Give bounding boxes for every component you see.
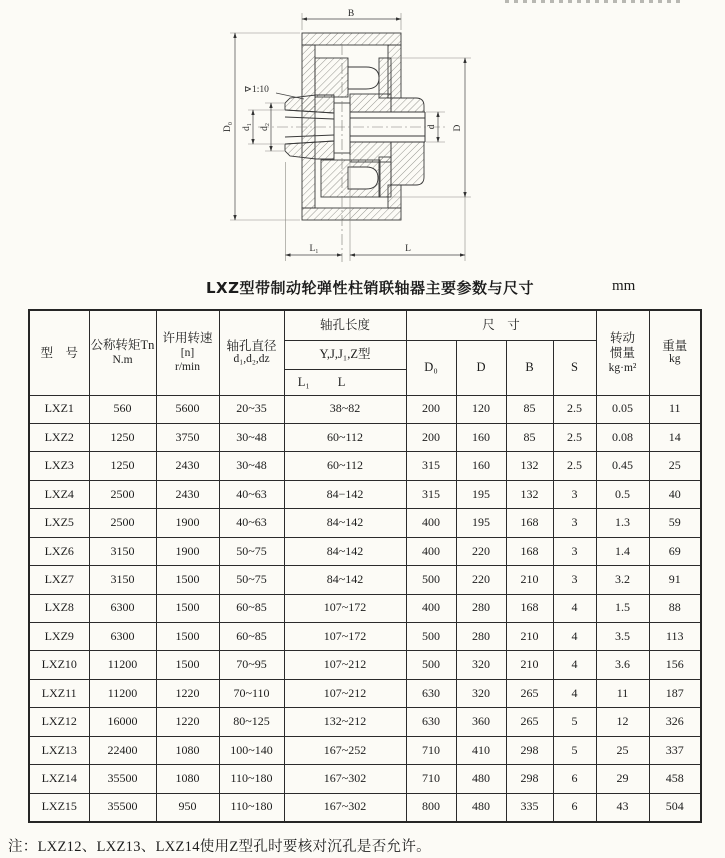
torque-line2: N.m	[112, 353, 133, 366]
table-cell: 11200	[89, 651, 156, 679]
table-cell: 3.6	[596, 651, 649, 679]
table-row	[29, 537, 701, 565]
table-cell: 0.45	[596, 452, 649, 480]
table-cell: 315	[406, 480, 456, 508]
table-cell: 3.2	[596, 566, 649, 594]
table-row	[29, 651, 701, 679]
extension-lines	[230, 13, 471, 261]
dim-label-d2: d₂	[260, 122, 270, 132]
table-cell: 167~302	[284, 765, 406, 793]
parameters-table	[28, 309, 702, 823]
table-cell: 70~95	[219, 651, 284, 679]
table-cell: 3150	[89, 566, 156, 594]
table-cell: 630	[406, 708, 456, 736]
table-cell: LXZ4	[29, 480, 89, 508]
table-cell: 1500	[156, 623, 219, 651]
table-cell: 35500	[89, 793, 156, 822]
col-header-bore	[219, 310, 284, 395]
table-cell: 11	[596, 679, 649, 707]
table-cell: 220	[456, 566, 506, 594]
inertia-line3: kg·m²	[608, 361, 637, 374]
table-cell: 298	[506, 736, 553, 764]
table-cell: 156	[649, 651, 701, 679]
table-cell: 4	[553, 594, 596, 622]
col-header-big-d	[456, 340, 506, 395]
table-cell: 4	[553, 623, 596, 651]
table-cell: LXZ3	[29, 452, 89, 480]
table-cell: 40	[649, 480, 701, 508]
table-cell: 85	[506, 423, 553, 451]
table-cell: 2430	[156, 452, 219, 480]
table-cell: 30~48	[219, 423, 284, 451]
table-cell: 500	[406, 566, 456, 594]
b-label: B	[525, 360, 534, 375]
table-cell: 1500	[156, 566, 219, 594]
table-cell: 84~142	[284, 509, 406, 537]
table-cell: 200	[406, 423, 456, 451]
speed-line1: 许用转速	[162, 331, 213, 346]
subheader-l1-l	[284, 369, 406, 395]
dim-label-l: L	[405, 244, 411, 254]
table-cell: LXZ12	[29, 708, 89, 736]
table-cell: 168	[506, 509, 553, 537]
col-header-b	[506, 340, 553, 395]
table-cell: 0.05	[596, 395, 649, 423]
table-cell: 0.08	[596, 423, 649, 451]
table-cell: 360	[456, 708, 506, 736]
table-cell: 85	[506, 395, 553, 423]
table-cell: 1080	[156, 736, 219, 764]
table-cell: 2500	[89, 480, 156, 508]
table-row	[29, 594, 701, 622]
table-cell: 113	[649, 623, 701, 651]
col-header-weight	[649, 310, 701, 395]
table-cell: LXZ10	[29, 651, 89, 679]
col-header-model-label: 型 号	[40, 345, 78, 360]
taper-note: ⊳1:10	[244, 85, 269, 95]
table-cell: 210	[506, 623, 553, 651]
table-cell: 0.5	[596, 480, 649, 508]
table-cell: 84~142	[284, 566, 406, 594]
table-cell: 400	[406, 509, 456, 537]
table-cell: 3150	[89, 537, 156, 565]
table-cell: 160	[456, 452, 506, 480]
table-row	[29, 509, 701, 537]
table-cell: 69	[649, 537, 701, 565]
dim-label-big-d: D	[453, 124, 463, 132]
table-cell: 168	[506, 537, 553, 565]
table-cell: 2430	[156, 480, 219, 508]
table-cell: 107~212	[284, 679, 406, 707]
table-cell: 1.4	[596, 537, 649, 565]
table-cell: 2.5	[553, 395, 596, 423]
drawing-area	[0, 0, 725, 272]
table-cell: 29	[596, 765, 649, 793]
table-row	[29, 395, 701, 423]
table-cell: 335	[506, 793, 553, 822]
table-row	[29, 765, 701, 793]
table-cell: 5600	[156, 395, 219, 423]
table-cell: 16000	[89, 708, 156, 736]
table-cell: 800	[406, 793, 456, 822]
table-cell: 1220	[156, 679, 219, 707]
table-cell: 6300	[89, 594, 156, 622]
table-cell: 950	[156, 793, 219, 822]
table-cell: 200	[406, 395, 456, 423]
table-cell: 1250	[89, 423, 156, 451]
table-cell: 2500	[89, 509, 156, 537]
table-row	[29, 566, 701, 594]
col-header-inertia	[596, 310, 649, 395]
table-cell: 458	[649, 765, 701, 793]
table-cell: 337	[649, 736, 701, 764]
dim-label-d0: D₀	[223, 121, 233, 133]
weight-line1: 重量	[662, 338, 688, 353]
table-cell: 60~112	[284, 423, 406, 451]
table-cell: 1.5	[596, 594, 649, 622]
table-cell: 160	[456, 423, 506, 451]
table-cell: 195	[456, 509, 506, 537]
table-cell: LXZ7	[29, 566, 89, 594]
table-cell: 60~85	[219, 623, 284, 651]
table-cell: 84~142	[284, 537, 406, 565]
col-header-model	[29, 310, 89, 395]
table-cell: 480	[456, 765, 506, 793]
table-row	[29, 708, 701, 736]
table-cell: 100~140	[219, 736, 284, 764]
table-cell: 6300	[89, 623, 156, 651]
table-row	[29, 623, 701, 651]
table-cell: 298	[506, 765, 553, 793]
table-cell: 210	[506, 566, 553, 594]
table-cell: LXZ15	[29, 793, 89, 822]
table-cell: 50~75	[219, 566, 284, 594]
table-cell: 5	[553, 736, 596, 764]
speed-line2: [n]	[180, 346, 195, 359]
dim-label-d: d	[427, 124, 437, 130]
table-cell: 710	[406, 765, 456, 793]
table-cell: 1.3	[596, 509, 649, 537]
torque-line1: 公称转矩Tn	[90, 338, 155, 353]
table-cell: 132	[506, 480, 553, 508]
table-row	[29, 793, 701, 822]
table-cell: 107~172	[284, 623, 406, 651]
group-header-dimensions	[406, 310, 596, 340]
table-cell: 326	[649, 708, 701, 736]
table-cell: LXZ6	[29, 537, 89, 565]
table-body	[29, 395, 701, 822]
group-header-hole-length	[284, 310, 406, 340]
col-header-d0	[406, 340, 456, 395]
table-cell: 400	[406, 537, 456, 565]
table-cell: 3	[553, 566, 596, 594]
table-cell: 60~85	[219, 594, 284, 622]
table-cell: 4	[553, 679, 596, 707]
table-cell: 3	[553, 480, 596, 508]
weight-line2: kg	[669, 353, 681, 366]
hole-length-label: 轴孔长度	[319, 318, 370, 333]
table-cell: 6	[553, 765, 596, 793]
table-cell: 320	[456, 679, 506, 707]
subheader-hole-types	[284, 340, 406, 369]
table-cell: 110~180	[219, 765, 284, 793]
table-cell: 132~212	[284, 708, 406, 736]
table-cell: 40~63	[219, 509, 284, 537]
table-cell: 3750	[156, 423, 219, 451]
table-cell: 11200	[89, 679, 156, 707]
table-cell: 107~212	[284, 651, 406, 679]
table-cell: 132	[506, 452, 553, 480]
table-cell: 12	[596, 708, 649, 736]
table-cell: 110~180	[219, 793, 284, 822]
table-cell: LXZ14	[29, 765, 89, 793]
table-cell: LXZ5	[29, 509, 89, 537]
table-row	[29, 679, 701, 707]
table-cell: 4	[553, 651, 596, 679]
table-cell: 410	[456, 736, 506, 764]
table-cell: 59	[649, 509, 701, 537]
table-cell: 91	[649, 566, 701, 594]
table-cell: 1220	[156, 708, 219, 736]
table-cell: 500	[406, 623, 456, 651]
table-cell: 11	[649, 395, 701, 423]
table-cell: 3	[553, 537, 596, 565]
hole-types-label: Y,J,J₁,Z型	[319, 347, 371, 362]
footnote: 注：LXZ12、LXZ13、LXZ14使用Z型孔时要核对沉孔是否允许。	[8, 839, 431, 855]
table-cell: 265	[506, 708, 553, 736]
table-cell: 60~112	[284, 452, 406, 480]
table-cell: 107~172	[284, 594, 406, 622]
table-cell: LXZ11	[29, 679, 89, 707]
table-cell: 280	[456, 623, 506, 651]
table-cell: 30~48	[219, 452, 284, 480]
table-cell: 1500	[156, 594, 219, 622]
d0-label: D₀	[424, 360, 438, 375]
table-cell: 280	[456, 594, 506, 622]
col-header-torque	[89, 310, 156, 395]
page-title: LXZ型带制动轮弹性柱销联轴器主要参数与尺寸	[206, 279, 535, 297]
table-cell: 70~110	[219, 679, 284, 707]
s-label: S	[571, 360, 578, 375]
col-header-speed	[156, 310, 219, 395]
title-row	[0, 277, 725, 299]
table-cell: 25	[596, 736, 649, 764]
table-cell: 504	[649, 793, 701, 822]
table-row	[29, 480, 701, 508]
speed-line3: r/min	[175, 360, 200, 373]
table-cell: 167~302	[284, 793, 406, 822]
table-cell: 84−142	[284, 480, 406, 508]
table-cell: 40~63	[219, 480, 284, 508]
table-cell: 25	[649, 452, 701, 480]
l-label: L	[337, 374, 346, 389]
table-cell: 710	[406, 736, 456, 764]
table-cell: LXZ8	[29, 594, 89, 622]
big-d-label: D	[476, 360, 486, 375]
table-cell: 320	[456, 651, 506, 679]
table-cell: LXZ9	[29, 623, 89, 651]
table-cell: 315	[406, 452, 456, 480]
table-cell: 220	[456, 537, 506, 565]
dim-label-b: B	[347, 9, 355, 19]
table-cell: 14	[649, 423, 701, 451]
table-cell: 120	[456, 395, 506, 423]
inertia-line2: 惯量	[610, 346, 636, 361]
table-cell: 50~75	[219, 537, 284, 565]
table-cell: 20~35	[219, 395, 284, 423]
table-cell: 630	[406, 679, 456, 707]
table-cell: 2.5	[553, 452, 596, 480]
table-cell: 35500	[89, 765, 156, 793]
table-cell: 1080	[156, 765, 219, 793]
table-row	[29, 736, 701, 764]
dimensions-label: 尺 寸	[482, 318, 520, 333]
table-cell: 5	[553, 708, 596, 736]
bore-line1: 轴孔直径	[226, 338, 277, 353]
table-cell: 43	[596, 793, 649, 822]
bore-line2: d₁,d₂,dz	[233, 353, 270, 366]
table-cell: 1500	[156, 651, 219, 679]
table-cell: 38~82	[284, 395, 406, 423]
table-cell: 187	[649, 679, 701, 707]
table-cell: LXZ13	[29, 736, 89, 764]
table-cell: 480	[456, 793, 506, 822]
dim-label-l1: L₁	[309, 244, 319, 254]
table-cell: 80~125	[219, 708, 284, 736]
table-cell: 560	[89, 395, 156, 423]
l1-label: L₁	[297, 374, 310, 389]
table-cell: 195	[456, 480, 506, 508]
table-cell: 500	[406, 651, 456, 679]
table-cell: 265	[506, 679, 553, 707]
table-cell: 210	[506, 651, 553, 679]
table-cell: 400	[406, 594, 456, 622]
dim-label-d1: d₁	[242, 122, 252, 132]
table-cell: 3	[553, 509, 596, 537]
table-row	[29, 452, 701, 480]
table-cell: 2.5	[553, 423, 596, 451]
table-cell: 1250	[89, 452, 156, 480]
table-cell: 3.5	[596, 623, 649, 651]
coupling-cross-section-drawing	[208, 0, 498, 270]
table-cell: 167~252	[284, 736, 406, 764]
table-header	[29, 310, 701, 395]
table-cell: LXZ2	[29, 423, 89, 451]
table-row	[29, 423, 701, 451]
table-cell: 1900	[156, 537, 219, 565]
table-cell: 168	[506, 594, 553, 622]
col-header-s	[553, 340, 596, 395]
table-cell: 22400	[89, 736, 156, 764]
table-cell: 6	[553, 793, 596, 822]
unit-label: mm	[612, 278, 636, 294]
table-cell: LXZ1	[29, 395, 89, 423]
table-cell: 1900	[156, 509, 219, 537]
table-cell: 88	[649, 594, 701, 622]
inertia-line1: 转动	[610, 330, 636, 345]
